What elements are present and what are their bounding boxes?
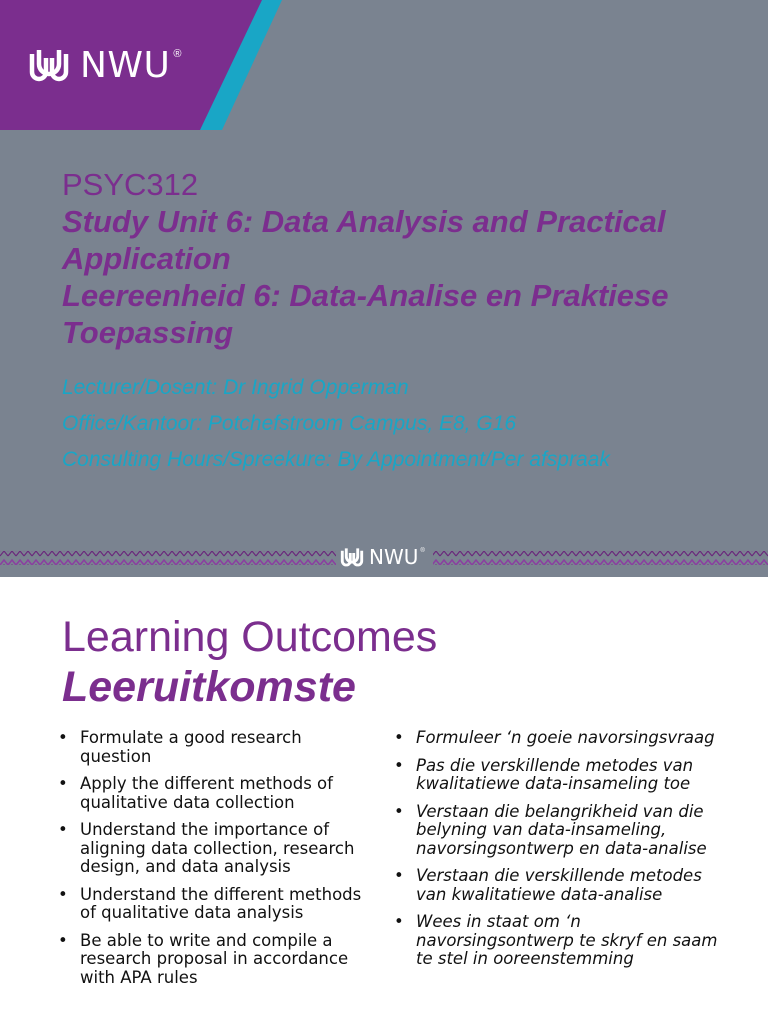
list-item	[394, 729, 724, 748]
consulting-hours-line: Consulting Hours/Spreekure: By Appointment/Per afspraak	[62, 448, 610, 471]
bullet: •	[394, 801, 404, 821]
learning-outcomes-slide	[0, 577, 768, 1024]
list-item	[58, 821, 378, 877]
outcome-text: Understand the different methods of qualitative data analysis	[80, 884, 362, 922]
list-item	[58, 886, 378, 923]
bullet: •	[394, 755, 404, 775]
title-line-2: Application	[62, 241, 231, 276]
nwu-emblem-icon	[28, 44, 70, 86]
outcome-text: Apply the different methods of qualitative data collection	[80, 774, 333, 812]
footer-registered-mark: ®	[420, 548, 425, 554]
outcome-text: Understand the importance of aligning data collection, research design, and data analysis	[80, 820, 355, 876]
office-line: Office/Kantoor: Potchefstroom Campus, E8, G16	[62, 412, 517, 435]
outcome-text: Pas die verskillende metodes van kwalitatiewe data-insameling toe	[416, 755, 694, 793]
heading-leeruitkomste: Leeruitkomste	[62, 663, 356, 711]
bullet: •	[394, 866, 404, 885]
outcome-text: Wees in staat om ‘n navorsingsontwerp te skryf en saam te stel in ooreenstemming	[416, 912, 718, 968]
list-item	[394, 913, 724, 969]
lecturer-info	[62, 370, 762, 478]
list-item	[58, 932, 378, 988]
title-line-1: Study Unit 6: Data Analysis and Practical	[62, 204, 666, 239]
registered-mark: ®	[173, 48, 182, 60]
outcome-text: Be able to write and compile a research proposal in accordance with APA rules	[80, 930, 349, 987]
footer-logo-text: NWU	[369, 545, 419, 569]
outcomes-list-english	[58, 729, 378, 996]
bullet: •	[58, 728, 68, 747]
bullet: •	[394, 912, 404, 931]
bullet: •	[58, 930, 68, 950]
bullet: •	[394, 728, 404, 747]
footer-nwu-logo	[336, 544, 433, 570]
list-item	[58, 729, 378, 766]
outcomes-list-afrikaans	[394, 729, 724, 978]
list-item	[58, 775, 378, 812]
outcome-text: Verstaan die belangrikheid van die belyning van data-insameling, navorsingsontwerp en data-analise	[416, 801, 707, 858]
logo-text: NWU	[80, 44, 171, 86]
nwu-emblem-icon	[340, 545, 364, 569]
course-code: PSYC312	[62, 167, 199, 202]
title-block	[62, 167, 762, 351]
title-line-4: Toepassing	[62, 315, 234, 350]
heading-learning-outcomes: Learning Outcomes	[62, 613, 438, 661]
list-item	[394, 757, 724, 794]
outcome-text: Verstaan die verskillende metodes van kwalitatiewe data-analise	[416, 866, 702, 904]
title-line-3: Leereenheid 6: Data-Analise en Praktiese	[62, 278, 669, 313]
outcome-text: Formuleer ‘n goeie navorsingsvraag	[416, 728, 715, 747]
lecturer-line: Lecturer/Dosent: Dr Ingrid Opperman	[62, 376, 409, 399]
list-item	[394, 867, 724, 904]
list-item	[394, 803, 724, 859]
bullet: •	[58, 884, 68, 904]
nwu-logo	[28, 42, 181, 88]
bullet: •	[58, 820, 68, 839]
outcome-text: Formulate a good research question	[80, 728, 302, 766]
bullet: •	[58, 774, 68, 793]
